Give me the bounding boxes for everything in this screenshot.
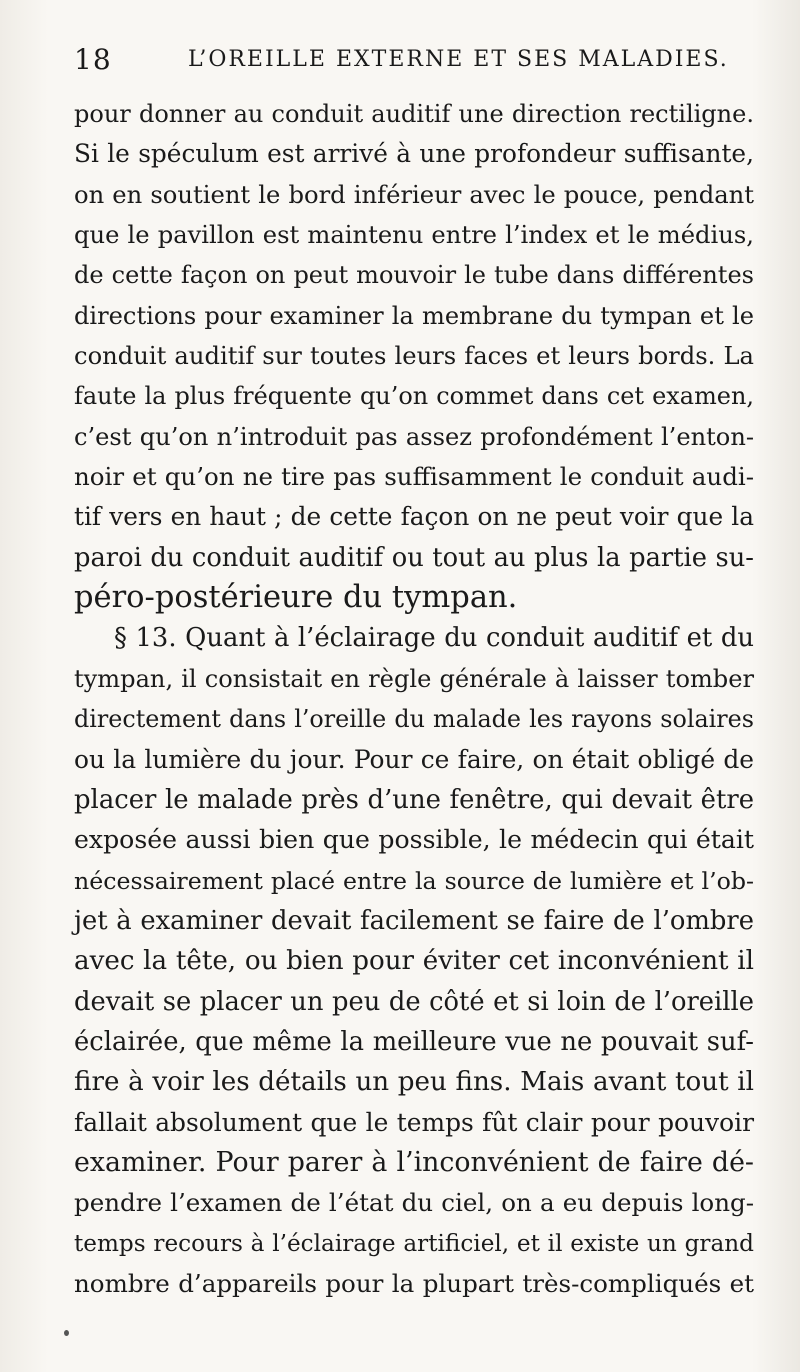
text-line: faute la plus fréquente qu’on commet dans cet examen, xyxy=(74,382,754,411)
text-line: fire à voir les détails un peu fins. Mais avant tout il xyxy=(74,1067,754,1098)
page-header xyxy=(74,40,754,80)
text-line: directement dans l’oreille du malade les rayons solaires xyxy=(74,705,754,734)
text-line: jet à examiner devait facilement se faire de l’ombre xyxy=(74,905,754,936)
text-line: pendre l’examen de l’état du ciel, on a eu depuis long- xyxy=(74,1188,754,1218)
text-line: tif vers en haut ; de cette façon on ne peut voir que la xyxy=(74,502,754,532)
text-line: c’est qu’on n’introduit pas assez profondément l’enton- xyxy=(74,422,754,451)
text-line: de cette façon on peut mouvoir le tube dans différentes xyxy=(74,261,754,290)
running-head: L’OREILLE EXTERNE ET SES MALADIES. xyxy=(188,47,729,72)
text-line: temps recours à l’éclairage artificiel, et il existe un grand xyxy=(74,1230,754,1257)
text-line: que le pavillon est maintenu entre l’index et le médius, xyxy=(74,221,754,250)
text-line: directions pour examiner la membrane du tympan et le xyxy=(74,301,754,330)
text-line: ou la lumière du jour. Pour ce faire, on était obligé de xyxy=(74,744,754,774)
page-number: 18 xyxy=(74,43,112,76)
text-line: tympan, il consistait en règle générale à laisser tomber xyxy=(74,664,754,693)
text-line: fallait absolument que le temps fût clair pour pouvoir xyxy=(74,1107,754,1137)
ink-speck xyxy=(64,1330,69,1336)
text-line: conduit auditif sur toutes leurs faces et leurs bords. La xyxy=(74,342,754,371)
text-line: on en soutient le bord inférieur avec le pouce, pendant xyxy=(74,179,754,209)
text-line: éclairée, que même la meilleure vue ne pouvait suf- xyxy=(74,1026,754,1057)
text-line: pour donner au conduit auditif une direction rectiligne. xyxy=(74,100,754,128)
text-line: nécessairement placé entre la source de lumière et l’ob- xyxy=(74,866,754,895)
text-line: péro-postérieure du tympan. xyxy=(74,580,518,616)
section-start-line: § 13. Quant à l’éclairage du conduit auditif et du xyxy=(114,623,754,654)
text-line: exposée aussi bien que possible, le médecin qui était xyxy=(74,825,754,855)
text-line: avec la tête, ou bien pour éviter cet inconvénient il xyxy=(74,946,754,977)
text-line: examiner. Pour parer à l’inconvénient de faire dé- xyxy=(74,1146,754,1178)
text-line: Si le spéculum est arrivé à une profondeur suffisante, xyxy=(74,139,754,169)
text-line: noir et qu’on ne tire pas suffisamment le conduit audi- xyxy=(74,462,754,492)
body-text xyxy=(74,94,754,1304)
text-line: placer le malade près d’une fenêtre, qui devait être xyxy=(74,784,754,815)
text-line: paroi du conduit auditif ou tout au plus la partie su- xyxy=(74,542,754,573)
text-line: nombre d’appareils pour la plupart très-compliqués et xyxy=(74,1268,754,1298)
text-line: devait se placer un peu de côté et si loin de l’oreille xyxy=(74,986,754,1017)
